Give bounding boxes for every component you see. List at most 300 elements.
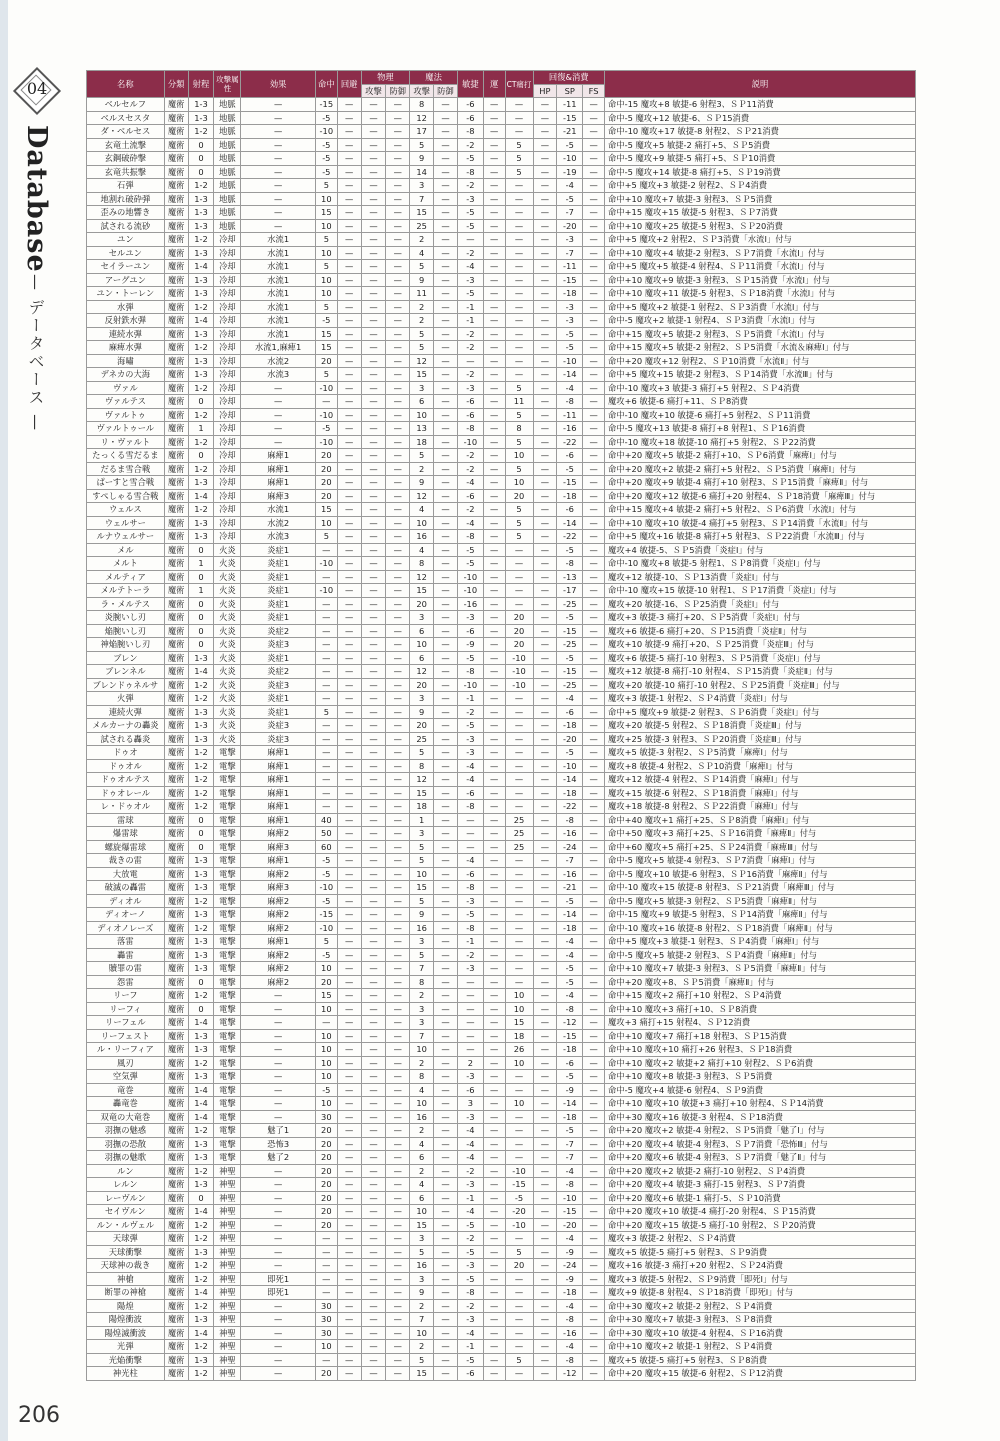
cell-attr: 電撃 xyxy=(214,746,241,760)
cell-hp: — xyxy=(533,827,557,841)
cell-name: 連続火弾 xyxy=(87,705,165,719)
cell-hit: — xyxy=(315,732,337,746)
cell-range: 1-4 xyxy=(188,1326,214,1340)
header-ct: CT痛打 xyxy=(505,71,533,98)
table-row xyxy=(87,273,916,287)
cell-mag-def: — xyxy=(434,111,458,125)
cell-agility: -10 xyxy=(457,570,483,584)
cell-evade: — xyxy=(337,813,361,827)
cell-sp: -15 xyxy=(557,111,583,125)
header-attr: 攻撃属性 xyxy=(214,71,241,98)
cell-phys-atk: — xyxy=(361,1151,386,1165)
cell-category: 魔術 xyxy=(164,732,188,746)
cell-category: 魔術 xyxy=(164,1340,188,1354)
cell-ct: — xyxy=(505,98,533,112)
cell-ct: — xyxy=(505,800,533,814)
cell-category: 魔術 xyxy=(164,881,188,895)
cell-hit: 20 xyxy=(315,1218,337,1232)
cell-phys-def: — xyxy=(386,813,410,827)
cell-ct: 5 xyxy=(505,381,533,395)
cell-hp: — xyxy=(533,962,557,976)
cell-mag-def: — xyxy=(434,1151,458,1165)
cell-phys-atk: — xyxy=(361,287,386,301)
cell-phys-def: — xyxy=(386,786,410,800)
cell-phys-def: — xyxy=(386,543,410,557)
cell-agility: -3 xyxy=(457,1070,483,1084)
cell-hit: -5 xyxy=(315,165,337,179)
cell-agility: -5 xyxy=(457,219,483,233)
cell-ct: 18 xyxy=(505,1029,533,1043)
cell-hp: — xyxy=(533,908,557,922)
table-row xyxy=(87,1326,916,1340)
cell-evade: — xyxy=(337,1002,361,1016)
cell-mag-atk: 12 xyxy=(410,111,434,125)
cell-evade: — xyxy=(337,246,361,260)
cell-name: 玄竜土流撃 xyxy=(87,138,165,152)
cell-phys-def: — xyxy=(386,1043,410,1057)
cell-agility: -5 xyxy=(457,1272,483,1286)
cell-phys-atk: — xyxy=(361,1016,386,1030)
cell-fs: — xyxy=(583,341,605,355)
cell-sp: -5 xyxy=(557,341,583,355)
cell-agility: — xyxy=(457,233,483,247)
cell-phys-def: — xyxy=(386,1016,410,1030)
cell-evade: — xyxy=(337,1043,361,1057)
cell-luck: — xyxy=(483,1016,505,1030)
cell-category: 魔術 xyxy=(164,98,188,112)
cell-hit: — xyxy=(315,719,337,733)
cell-hit: 15 xyxy=(315,989,337,1003)
cell-mag-def: — xyxy=(434,948,458,962)
cell-luck: — xyxy=(483,1245,505,1259)
cell-mag-def: — xyxy=(434,1002,458,1016)
cell-ct: 25 xyxy=(505,827,533,841)
cell-evade: — xyxy=(337,975,361,989)
cell-effect: — xyxy=(241,1191,316,1205)
cell-hit: — xyxy=(315,1259,337,1273)
cell-evade: — xyxy=(337,732,361,746)
cell-phys-atk: — xyxy=(361,233,386,247)
cell-range: 1-3 xyxy=(188,719,214,733)
cell-hit: 5 xyxy=(315,233,337,247)
cell-fs: — xyxy=(583,881,605,895)
table-row xyxy=(87,179,916,193)
cell-name: 光弾 xyxy=(87,1340,165,1354)
cell-mag-def: — xyxy=(434,597,458,611)
cell-mag-atk: 7 xyxy=(410,1029,434,1043)
cell-mag-atk: 2 xyxy=(410,1056,434,1070)
cell-phys-def: — xyxy=(386,1070,410,1084)
cell-sp: -7 xyxy=(557,206,583,220)
cell-name: ダ・ベルセス xyxy=(87,125,165,139)
cell-ct: — xyxy=(505,746,533,760)
cell-hp: — xyxy=(533,341,557,355)
table-row xyxy=(87,1083,916,1097)
cell-phys-atk: — xyxy=(361,354,386,368)
cell-agility: -5 xyxy=(457,206,483,220)
cell-luck: — xyxy=(483,314,505,328)
cell-phys-def: — xyxy=(386,98,410,112)
header-evade: 回避 xyxy=(337,71,361,98)
cell-hit: 10 xyxy=(315,1097,337,1111)
cell-category: 魔術 xyxy=(164,597,188,611)
cell-mag-def: — xyxy=(434,665,458,679)
cell-fs: — xyxy=(583,989,605,1003)
cell-range: 1-2 xyxy=(188,125,214,139)
cell-attr: 電撃 xyxy=(214,1097,241,1111)
cell-desc: 命中-10 魔攻+3 敏捷-3 痛打+5 射程2、ＳＰ4消費 xyxy=(605,381,916,395)
cell-mag-atk: 4 xyxy=(410,1178,434,1192)
cell-attr: 神聖 xyxy=(214,1299,241,1313)
cell-effect: 魅了1 xyxy=(241,1124,316,1138)
cell-range: 1-3 xyxy=(188,854,214,868)
table-row xyxy=(87,543,916,557)
cell-mag-def: — xyxy=(434,341,458,355)
cell-desc: 命中+20 魔攻+15 敏捷-5 痛打-10 射程2、ＳＰ20消費 xyxy=(605,1218,916,1232)
cell-fs: — xyxy=(583,111,605,125)
cell-phys-def: — xyxy=(386,1097,410,1111)
cell-hp: — xyxy=(533,516,557,530)
cell-phys-def: — xyxy=(386,1124,410,1138)
cell-category: 魔術 xyxy=(164,543,188,557)
cell-ct: 5 xyxy=(505,408,533,422)
cell-effect: 炎症1 xyxy=(241,584,316,598)
cell-sp: -16 xyxy=(557,1326,583,1340)
cell-hp: — xyxy=(533,989,557,1003)
cell-hit: 10 xyxy=(315,1056,337,1070)
cell-hp: — xyxy=(533,584,557,598)
cell-effect: 水流3 xyxy=(241,368,316,382)
cell-hp: — xyxy=(533,165,557,179)
cell-attr: 冷却 xyxy=(214,449,241,463)
table-row xyxy=(87,462,916,476)
cell-category: 魔術 xyxy=(164,1218,188,1232)
cell-luck: — xyxy=(483,1029,505,1043)
cell-sp: -7 xyxy=(557,1137,583,1151)
cell-desc: 命中-5 魔攻+2 敏捷-1 射程4、ＳＰ3消費「水流Ⅰ」付与 xyxy=(605,314,916,328)
cell-effect: — xyxy=(241,1164,316,1178)
cell-effect: 炎症3 xyxy=(241,732,316,746)
cell-range: 0 xyxy=(188,449,214,463)
cell-attr: 電撃 xyxy=(214,1110,241,1124)
cell-desc: 命中+5 魔攻+16 敏捷-8 痛打+5 射程3、ＳＰ22消費「水流Ⅲ」付与 xyxy=(605,530,916,544)
cell-agility: -8 xyxy=(457,1286,483,1300)
cell-hp: — xyxy=(533,489,557,503)
cell-desc: 命中+20 魔攻+10 敏捷-4 痛打-20 射程4、ＳＰ15消費 xyxy=(605,1205,916,1219)
cell-phys-atk: — xyxy=(361,1205,386,1219)
cell-mag-atk: 3 xyxy=(410,1272,434,1286)
cell-luck: — xyxy=(483,1232,505,1246)
cell-hit: 20 xyxy=(315,354,337,368)
cell-range: 1-2 xyxy=(188,408,214,422)
cell-hit: -5 xyxy=(315,422,337,436)
cell-range: 1-2 xyxy=(188,341,214,355)
cell-phys-def: — xyxy=(386,530,410,544)
table-row xyxy=(87,1164,916,1178)
cell-phys-def: — xyxy=(386,408,410,422)
cell-phys-atk: — xyxy=(361,935,386,949)
cell-sp: -8 xyxy=(557,1178,583,1192)
cell-evade: — xyxy=(337,1124,361,1138)
cell-phys-def: — xyxy=(386,881,410,895)
cell-luck: — xyxy=(483,260,505,274)
cell-attr: 火炎 xyxy=(214,692,241,706)
cell-desc: 命中+10 魔攻+10 敏捷-4 痛打+5 射程3、ＳＰ14消費「水流Ⅱ」付与 xyxy=(605,516,916,530)
cell-mag-def: — xyxy=(434,1178,458,1192)
cell-fs: — xyxy=(583,1002,605,1016)
cell-sp: -13 xyxy=(557,570,583,584)
cell-evade: — xyxy=(337,435,361,449)
table-row xyxy=(87,948,916,962)
cell-name: レーヴルン xyxy=(87,1191,165,1205)
cell-mag-atk: 5 xyxy=(410,341,434,355)
cell-effect: 炎症3 xyxy=(241,678,316,692)
cell-phys-def: — xyxy=(386,705,410,719)
cell-phys-atk: — xyxy=(361,786,386,800)
cell-evade: — xyxy=(337,773,361,787)
cell-range: 1 xyxy=(188,422,214,436)
cell-fs: — xyxy=(583,651,605,665)
cell-hit: 10 xyxy=(315,1029,337,1043)
cell-desc: 命中+5 魔攻+9 敏捷-2 射程3、ＳＰ6消費「炎症Ⅰ」付与 xyxy=(605,705,916,719)
cell-luck: — xyxy=(483,935,505,949)
cell-mag-atk: 5 xyxy=(410,840,434,854)
header-hit: 命中 xyxy=(315,71,337,98)
cell-evade: — xyxy=(337,1313,361,1327)
cell-mag-atk: 2 xyxy=(410,300,434,314)
cell-sp: -4 xyxy=(557,381,583,395)
cell-phys-atk: — xyxy=(361,1097,386,1111)
cell-name: メルト xyxy=(87,557,165,571)
cell-evade: — xyxy=(337,894,361,908)
cell-luck: — xyxy=(483,759,505,773)
cell-phys-atk: — xyxy=(361,800,386,814)
cell-desc: 命中-5 魔攻+9 敏捷-5 痛打+5、ＳＰ10消費 xyxy=(605,152,916,166)
cell-fs: — xyxy=(583,759,605,773)
cell-effect: 炎症1 xyxy=(241,705,316,719)
cell-agility: -5 xyxy=(457,908,483,922)
cell-fs: — xyxy=(583,273,605,287)
cell-mag-def: — xyxy=(434,1124,458,1138)
cell-attr: 冷却 xyxy=(214,476,241,490)
cell-range: 1-2 xyxy=(188,1272,214,1286)
cell-range: 1-4 xyxy=(188,489,214,503)
cell-mag-atk: 25 xyxy=(410,732,434,746)
cell-phys-atk: — xyxy=(361,462,386,476)
cell-phys-atk: — xyxy=(361,476,386,490)
section-title: Database xyxy=(21,125,52,273)
cell-effect: 水流1 xyxy=(241,287,316,301)
cell-category: 魔術 xyxy=(164,638,188,652)
cell-name: 雷球 xyxy=(87,813,165,827)
cell-category: 魔術 xyxy=(164,368,188,382)
cell-attr: 電撃 xyxy=(214,1137,241,1151)
cell-phys-def: — xyxy=(386,557,410,571)
cell-phys-def: — xyxy=(386,1110,410,1124)
cell-attr: 電撃 xyxy=(214,1151,241,1165)
cell-desc: 命中+15 魔攻+15 敏捷-5 射程3、ＳＰ7消費 xyxy=(605,206,916,220)
cell-hit: 30 xyxy=(315,1110,337,1124)
cell-name: ぱーすと雪合戦 xyxy=(87,476,165,490)
cell-effect: — xyxy=(241,1002,316,1016)
cell-attr: 冷却 xyxy=(214,503,241,517)
cell-category: 魔術 xyxy=(164,111,188,125)
cell-phys-def: — xyxy=(386,732,410,746)
table-row xyxy=(87,1218,916,1232)
cell-name: 麻痺水弾 xyxy=(87,341,165,355)
cell-mag-def: — xyxy=(434,219,458,233)
cell-range: 0 xyxy=(188,840,214,854)
cell-evade: — xyxy=(337,1232,361,1246)
cell-phys-def: — xyxy=(386,206,410,220)
cell-phys-def: — xyxy=(386,1232,410,1246)
cell-effect: 水流1 xyxy=(241,273,316,287)
cell-mag-atk: 2 xyxy=(410,989,434,1003)
cell-luck: — xyxy=(483,1259,505,1273)
table-row xyxy=(87,840,916,854)
cell-effect: 麻痺2 xyxy=(241,908,316,922)
cell-phys-def: — xyxy=(386,1353,410,1367)
cell-mag-def: — xyxy=(434,1299,458,1313)
cell-ct: 5 xyxy=(505,516,533,530)
section-number: 04 xyxy=(26,79,48,98)
cell-hp: — xyxy=(533,543,557,557)
cell-mag-atk: 12 xyxy=(410,354,434,368)
cell-range: 0 xyxy=(188,975,214,989)
cell-desc: 魔攻+3 敏捷-2 射程2、ＳＰ4消費 xyxy=(605,1232,916,1246)
cell-fs: — xyxy=(583,692,605,706)
cell-hp: — xyxy=(533,1056,557,1070)
cell-fs: — xyxy=(583,516,605,530)
cell-mag-def: — xyxy=(434,1016,458,1030)
cell-hit: 20 xyxy=(315,1151,337,1165)
cell-range: 1-3 xyxy=(188,1151,214,1165)
cell-mag-def: — xyxy=(434,287,458,301)
cell-luck: — xyxy=(483,489,505,503)
cell-desc: 命中+20 魔攻+9 敏捷-4 痛打+10 射程3、ＳＰ15消費「麻痺Ⅱ」付与 xyxy=(605,476,916,490)
cell-hp: — xyxy=(533,1137,557,1151)
table-row xyxy=(87,165,916,179)
cell-ct: — xyxy=(505,975,533,989)
cell-mag-atk: 15 xyxy=(410,1367,434,1381)
cell-phys-def: — xyxy=(386,1259,410,1273)
table-row xyxy=(87,678,916,692)
cell-ct: -15 xyxy=(505,1178,533,1192)
cell-desc: 魔攻+20 敏捷-5 射程2、ＳＰ18消費「炎症Ⅲ」付与 xyxy=(605,719,916,733)
cell-sp: -24 xyxy=(557,840,583,854)
cell-hp: — xyxy=(533,732,557,746)
cell-name: ドゥオルテス xyxy=(87,773,165,787)
cell-agility: -5 xyxy=(457,719,483,733)
cell-sp: -9 xyxy=(557,1245,583,1259)
cell-luck: — xyxy=(483,773,505,787)
cell-category: 魔術 xyxy=(164,624,188,638)
cell-mag-def: — xyxy=(434,732,458,746)
cell-mag-def: — xyxy=(434,260,458,274)
cell-hp: — xyxy=(533,300,557,314)
table-row xyxy=(87,1178,916,1192)
cell-category: 魔術 xyxy=(164,206,188,220)
cell-fs: — xyxy=(583,98,605,112)
cell-attr: 冷却 xyxy=(214,395,241,409)
cell-agility: -3 xyxy=(457,732,483,746)
cell-sp: -4 xyxy=(557,989,583,1003)
cell-range: 1-3 xyxy=(188,1313,214,1327)
cell-luck: — xyxy=(483,125,505,139)
cell-evade: — xyxy=(337,746,361,760)
cell-mag-def: — xyxy=(434,327,458,341)
cell-mag-atk: 7 xyxy=(410,962,434,976)
cell-desc: 命中-5 魔攻+14 敏捷-8 痛打+5、ＳＰ19消費 xyxy=(605,165,916,179)
cell-attr: 電撃 xyxy=(214,962,241,976)
cell-sp: -4 xyxy=(557,692,583,706)
cell-category: 魔術 xyxy=(164,233,188,247)
cell-agility: -4 xyxy=(457,773,483,787)
cell-mag-def: — xyxy=(434,935,458,949)
cell-agility: -1 xyxy=(457,1191,483,1205)
cell-desc: 命中+10 魔攻+2 敏捷-1 射程2、ＳＰ4消費 xyxy=(605,1340,916,1354)
cell-hit: 10 xyxy=(315,246,337,260)
cell-attr: 冷却 xyxy=(214,489,241,503)
cell-sp: -5 xyxy=(557,192,583,206)
cell-ct: — xyxy=(505,111,533,125)
cell-range: 1-4 xyxy=(188,1083,214,1097)
cell-phys-atk: — xyxy=(361,1191,386,1205)
cell-category: 魔術 xyxy=(164,1326,188,1340)
cell-fs: — xyxy=(583,894,605,908)
cell-attr: 電撃 xyxy=(214,1002,241,1016)
cell-desc: 命中+20 魔攻+8、ＳＰ5消費「麻痺Ⅱ」付与 xyxy=(605,975,916,989)
cell-effect: 麻痺1 xyxy=(241,854,316,868)
cell-agility: -2 xyxy=(457,179,483,193)
cell-hp: — xyxy=(533,98,557,112)
cell-attr: 火炎 xyxy=(214,543,241,557)
cell-mag-def: — xyxy=(434,746,458,760)
cell-hp: — xyxy=(533,894,557,908)
cell-phys-def: — xyxy=(386,179,410,193)
cell-attr: 火炎 xyxy=(214,665,241,679)
cell-effect: 麻痺1 xyxy=(241,773,316,787)
cell-effect: 麻痺1 xyxy=(241,476,316,490)
table-row xyxy=(87,1029,916,1043)
cell-effect: — xyxy=(241,1259,316,1273)
cell-mag-def: — xyxy=(434,395,458,409)
cell-ct: — xyxy=(505,557,533,571)
header-sp: SP xyxy=(557,84,583,98)
cell-effect: 麻痺1 xyxy=(241,449,316,463)
cell-category: 魔術 xyxy=(164,1016,188,1030)
cell-name: メルテトーラ xyxy=(87,584,165,598)
cell-desc: 魔攻+18 敏捷-8 射程2、ＳＰ22消費「麻痺Ⅰ」付与 xyxy=(605,800,916,814)
cell-hp: — xyxy=(533,314,557,328)
table-row xyxy=(87,476,916,490)
cell-phys-atk: — xyxy=(361,381,386,395)
table-row xyxy=(87,125,916,139)
table-row xyxy=(87,894,916,908)
cell-phys-def: — xyxy=(386,746,410,760)
cell-ct: — xyxy=(505,786,533,800)
cell-mag-atk: 2 xyxy=(410,1164,434,1178)
cell-mag-atk: 12 xyxy=(410,665,434,679)
cell-category: 魔術 xyxy=(164,395,188,409)
cell-ct: — xyxy=(505,1232,533,1246)
cell-fs: — xyxy=(583,408,605,422)
cell-ct: — xyxy=(505,570,533,584)
cell-mag-def: — xyxy=(434,611,458,625)
cell-hit: 5 xyxy=(315,530,337,544)
cell-attr: 電撃 xyxy=(214,881,241,895)
cell-effect: — xyxy=(241,1245,316,1259)
